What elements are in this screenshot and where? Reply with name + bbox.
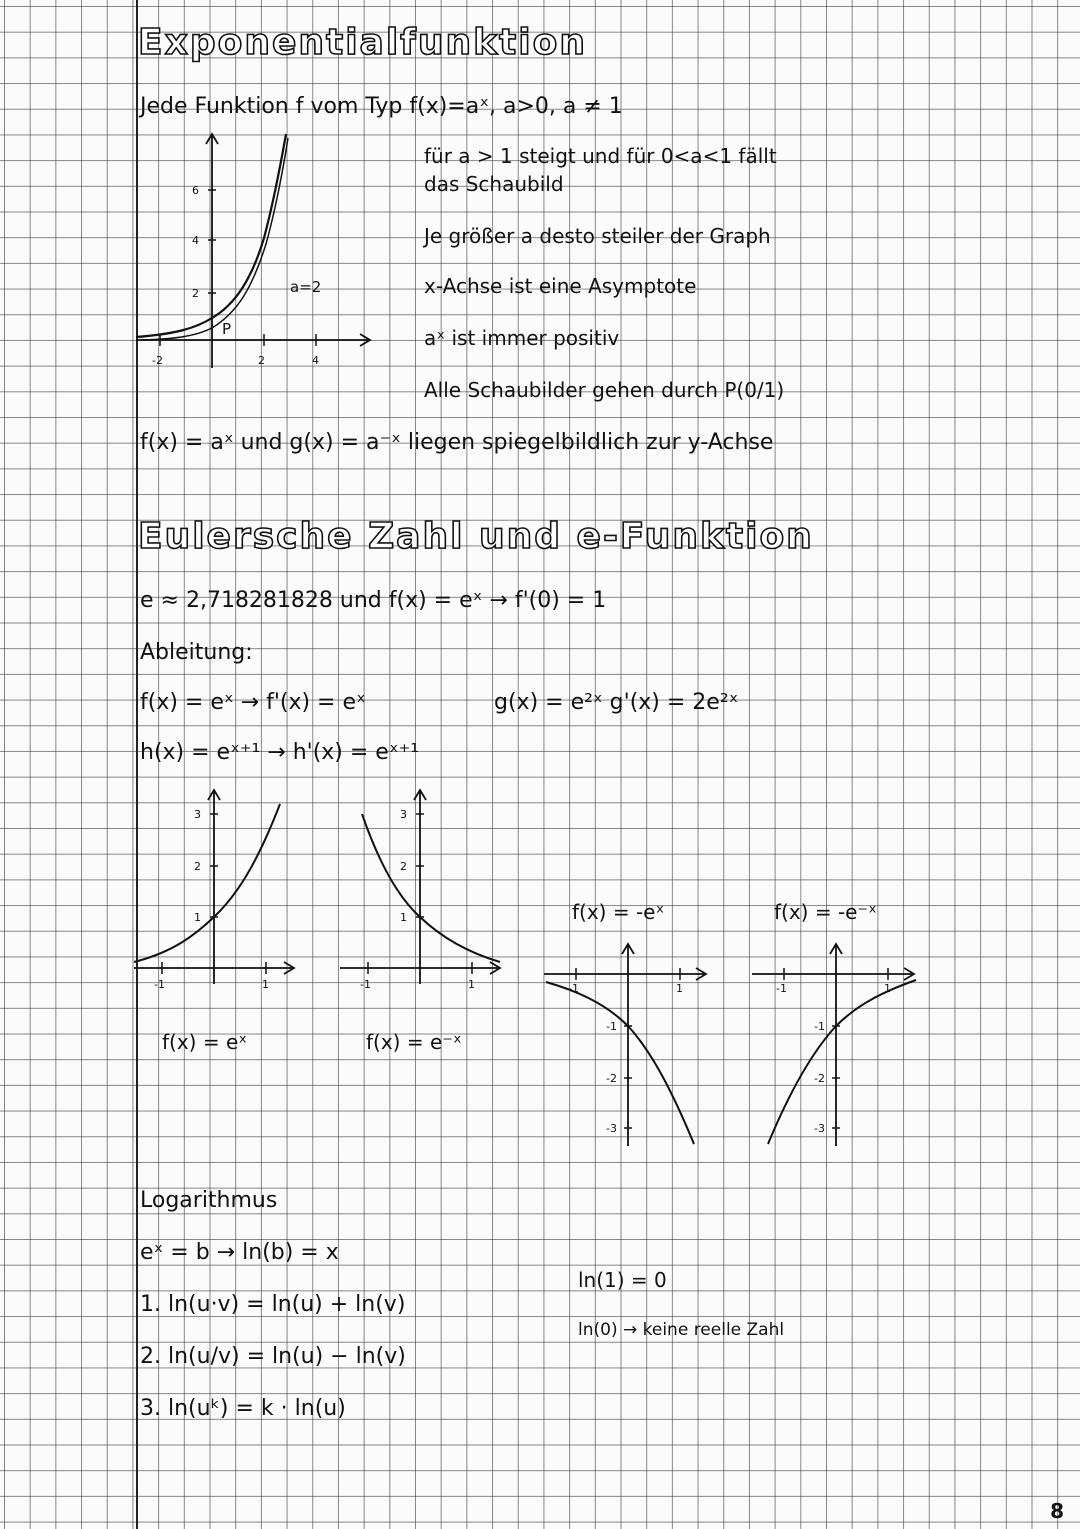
graph-neg-e-x-label: f(x) = -eˣ bbox=[572, 900, 665, 924]
fact-monotonie-cont: das Schaubild bbox=[424, 172, 564, 196]
section-title-exponentialfunktion: Exponentialfunktion bbox=[138, 22, 587, 63]
mirror-statement: f(x) = aˣ und g(x) = a⁻ˣ liegen spiegelbildlich zur y-Achse bbox=[140, 430, 774, 455]
y-label-3: 3 bbox=[194, 808, 201, 821]
curve-neg-e-neg-x bbox=[768, 980, 916, 1144]
curve-e-neg-x bbox=[362, 814, 500, 962]
y-label-4: 4 bbox=[192, 234, 199, 247]
point-p-label: P bbox=[222, 320, 232, 338]
log-rule-quotient: 2. ln(u/v) = ln(u) − ln(v) bbox=[140, 1344, 406, 1369]
rule-h-derivative: h(x) = eˣ⁺¹ → h'(x) = eˣ⁺¹ bbox=[140, 740, 420, 765]
log-definition: eˣ = b → ln(b) = x bbox=[140, 1240, 339, 1265]
y-label-neg3: -3 bbox=[606, 1122, 617, 1135]
fact-asymptote: x-Achse ist eine Asymptote bbox=[424, 274, 697, 298]
graph-e-x-label: f(x) = eˣ bbox=[162, 1030, 248, 1054]
y-label-2: 2 bbox=[400, 860, 407, 873]
y-label-2: 2 bbox=[192, 287, 199, 300]
x-label-1: 1 bbox=[676, 982, 683, 995]
section-title-euler: Eulersche Zahl und e-Funktion bbox=[138, 516, 814, 557]
y-label-2: 2 bbox=[194, 860, 201, 873]
rule-f-derivative: f(x) = eˣ → f'(x) = eˣ bbox=[140, 690, 366, 715]
graph-exponential-a2 bbox=[136, 128, 386, 378]
graph-neg-e-neg-x-label: f(x) = -e⁻ˣ bbox=[774, 900, 877, 924]
graph-e-neg-x-label: f(x) = e⁻ˣ bbox=[366, 1030, 462, 1054]
fact-monotonie: für a > 1 steigt und für 0<a<1 fällt bbox=[424, 144, 777, 168]
curve-a2-sketch bbox=[142, 138, 288, 340]
graph-neg-e-neg-x bbox=[752, 936, 922, 1156]
y-label-3: 3 bbox=[400, 808, 407, 821]
curve-a2 bbox=[136, 134, 286, 337]
ableitung-heading: Ableitung: bbox=[140, 640, 253, 665]
curve-e-x bbox=[134, 804, 280, 962]
fact-punkt-p: Alle Schaubilder gehen durch P(0/1) bbox=[424, 378, 785, 402]
y-label-1: 1 bbox=[194, 911, 201, 924]
y-label-1: 1 bbox=[400, 911, 407, 924]
x-label-neg2: -2 bbox=[152, 354, 163, 367]
log-rule-power: 3. ln(uᵏ) = k · ln(u) bbox=[140, 1396, 346, 1421]
y-label-neg1: -1 bbox=[814, 1020, 825, 1033]
log-note-ln0: ln(0) → keine reelle Zahl bbox=[578, 1320, 785, 1340]
graph-e-x bbox=[134, 784, 299, 994]
y-label-neg1: -1 bbox=[606, 1020, 617, 1033]
curve-label: a=2 bbox=[290, 278, 322, 296]
section-title-logarithmus: Logarithmus bbox=[140, 1188, 278, 1213]
page-number: 8 bbox=[1050, 1499, 1064, 1523]
graph-e-neg-x bbox=[340, 784, 505, 994]
rule-g-derivative: g(x) = e²ˣ g'(x) = 2e²ˣ bbox=[494, 690, 739, 715]
x-label-4: 4 bbox=[312, 354, 319, 367]
fact-positiv: aˣ ist immer positiv bbox=[424, 326, 620, 350]
x-label-neg1: -1 bbox=[568, 982, 579, 995]
y-label-neg2: -2 bbox=[606, 1072, 617, 1085]
x-label-neg1: -1 bbox=[776, 982, 787, 995]
y-label-neg2: -2 bbox=[814, 1072, 825, 1085]
x-label-1: 1 bbox=[884, 982, 891, 995]
curve-neg-e-x bbox=[546, 982, 694, 1144]
definition-text: Jede Funktion f vom Typ f(x)=aˣ, a>0, a ≠ 1 bbox=[140, 94, 623, 119]
log-rule-product: 1. ln(u·v) = ln(u) + ln(v) bbox=[140, 1292, 406, 1317]
x-label-neg1: -1 bbox=[360, 978, 371, 991]
fact-steilheit: Je größer a desto steiler der Graph bbox=[424, 224, 771, 248]
x-label-1: 1 bbox=[468, 978, 475, 991]
x-label-1: 1 bbox=[262, 978, 269, 991]
x-label-neg1: -1 bbox=[154, 978, 165, 991]
y-label-6: 6 bbox=[192, 184, 199, 197]
graph-neg-e-x bbox=[544, 936, 714, 1156]
euler-constant: e ≈ 2,718281828 und f(x) = eˣ → f'(0) = 1 bbox=[140, 588, 607, 613]
y-label-neg3: -3 bbox=[814, 1122, 825, 1135]
log-note-ln1: ln(1) = 0 bbox=[578, 1268, 667, 1292]
x-label-2: 2 bbox=[258, 354, 265, 367]
